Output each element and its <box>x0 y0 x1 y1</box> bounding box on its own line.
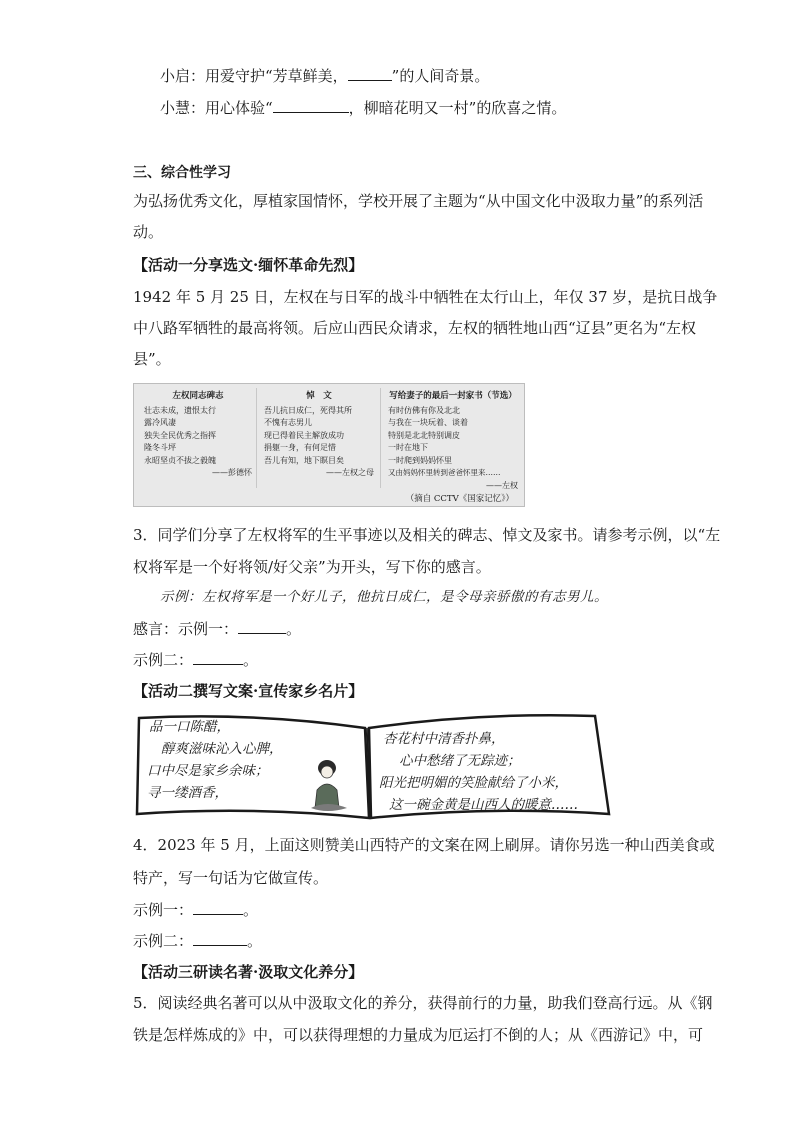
q3-answer-2-period: 。 <box>243 651 259 669</box>
xiaohui-blank[interactable] <box>273 98 349 113</box>
activity2-title: 【活动二撰写文案·宣传家乡名片】 <box>133 682 364 700</box>
memorial-divider <box>256 388 257 488</box>
letter-line: 一时在地下 <box>388 443 428 452</box>
q4-answer-1 <box>133 900 258 920</box>
memorial-divider <box>380 388 381 488</box>
stele-line: 露冷风凄 <box>144 418 176 427</box>
q4-answer-1-label: 示例一： <box>133 901 194 919</box>
book-left-line: 品一口陈醋， <box>149 719 230 735</box>
book-right-line: 心中愁绪了无踪迹； <box>399 753 521 769</box>
q3-answer-1-blank[interactable] <box>238 619 286 634</box>
book-left-line: 寻一缕酒香， <box>147 785 228 801</box>
q5-line-2: 铁是怎样炼成的》中，可以获得理想的力量成为厄运打不倒的人；从《西游记》中，可 <box>133 1026 704 1044</box>
eulogy-title: 悼 文 <box>306 391 332 401</box>
q4-answer-2-period: 。 <box>247 932 263 950</box>
book-left-line: 醇爽滋味沁入心脾， <box>161 741 283 757</box>
book-left-line: 口中尽是家乡余味； <box>147 763 269 779</box>
q3-answer-2-blank[interactable] <box>193 650 243 665</box>
q4-line-2: 特产，写一句话为它做宣传。 <box>133 869 329 887</box>
memorial-col-letter <box>388 390 518 490</box>
q3-example: 示例：左权将军是一个好儿子，他抗日成仁，是令母亲骄傲的有志男儿。 <box>160 589 608 605</box>
eulogy-line: 吾儿有知，地下瞑目矣 <box>264 455 344 465</box>
letter-line: 与我在一块玩着、谈着 <box>388 418 468 427</box>
intro-line-1: 为弘扬优秀文化，厚植家国情怀，学校开展了主题为“从中国文化中汲取力量”的系列活 <box>133 192 704 210</box>
letter-line: 又由妈妈怀里转到爸爸怀里来…… <box>388 468 501 477</box>
q3-line-1: 3．同学们分享了左权将军的生平事迹以及相关的碑志、悼文及家书。请参考示例，以“左 <box>133 526 721 544</box>
stele-signature: ——彭德怀 <box>212 468 252 477</box>
letter-title: 写给妻子的最后一封家书（节选） <box>389 391 517 401</box>
xiaohui-line <box>160 98 566 118</box>
letter-signature: ——左权 <box>486 480 518 490</box>
q3-answer-1-label: 感言：示例一： <box>133 620 239 638</box>
memorial-image <box>133 383 525 507</box>
stele-line: 永昭坚贞不拔之毅魄 <box>144 455 216 465</box>
xiaohui-prefix: 小慧：用心体验“ <box>160 99 273 117</box>
intro-line-2: 动。 <box>133 223 164 241</box>
eulogy-line: 捐躯一身，有何足惜 <box>264 443 336 452</box>
letter-line: 一时爬到妈妈怀里 <box>388 455 452 465</box>
memorial-source: （摘自 CCTV《国家记忆》） <box>405 494 514 504</box>
section-heading: 三、综合性学习 <box>133 165 231 181</box>
stele-line: 隆冬斗坪 <box>144 443 176 452</box>
activity1-para-line-2: 中八路军牺牲的最高将领。后应山西民众请求，左权的牺牲地山西“辽县”更名为“左权 <box>133 319 697 337</box>
stele-line: 壮志未成，遗恨太行 <box>144 405 216 415</box>
q4-line-1: 4．2023 年 5 月，上面这则赞美山西特产的文案在网上刷屏。请你另选一种山西美食或 <box>133 836 715 854</box>
xiaoqi-blank[interactable] <box>348 66 392 81</box>
q4-answer-2-label: 示例二： <box>133 932 194 950</box>
q4-answer-1-blank[interactable] <box>193 900 243 915</box>
xiaohui-suffix: ，柳暗花明又一村”的欣喜之情。 <box>348 99 567 117</box>
stele-title: 左权同志碑志 <box>172 391 224 401</box>
eulogy-signature: ——左权之母 <box>326 468 374 477</box>
eulogy-line: 现已得着民主解放成功 <box>264 430 344 440</box>
activity3-title: 【活动三研读名著·汲取文化养分】 <box>133 963 364 981</box>
q3-answer-1 <box>133 619 301 639</box>
activity1-para-line-1: 1942 年 5 月 25 日，左权在与日军的战斗中牺牲在太行山上，年仅 37 岁，是抗日战争 <box>133 288 718 306</box>
q5-line-1: 5．阅读经典名著可以从中汲取文化的养分，获得前行的力量，助我们登高行远。从《钢 <box>133 994 713 1012</box>
memorial-col-stele <box>144 390 252 490</box>
xiaoqi-line <box>160 66 489 86</box>
q4-answer-1-period: 。 <box>243 901 259 919</box>
letter-line: 特别是北北特别调皮 <box>388 430 460 440</box>
book-right-line: 杏花村中清香扑鼻， <box>383 731 505 747</box>
q4-answer-2 <box>133 931 262 951</box>
q3-answer-1-period: 。 <box>286 620 302 638</box>
q3-answer-2 <box>133 650 258 670</box>
q4-answer-2-blank[interactable] <box>193 931 247 946</box>
xiaoqi-suffix: ”的人间奇景。 <box>391 67 490 85</box>
book-illustration <box>133 710 613 822</box>
activity1-title: 【活动一分享选文·缅怀革命先烈】 <box>133 256 364 274</box>
eulogy-line: 吾儿抗日成仁，死得其所 <box>264 405 352 415</box>
q3-answer-2-label: 示例二： <box>133 651 194 669</box>
xiaoqi-prefix: 小启：用爱守护“芳草鲜美， <box>160 67 348 85</box>
book-right-line: 阳光把明媚的笑脸献给了小米， <box>379 775 568 791</box>
q3-line-2: 权将军是一个好将领/好父亲”为开头，写下你的感言。 <box>133 558 491 576</box>
letter-line: 有时仿佛有你及北北 <box>388 405 460 415</box>
memorial-col-eulogy <box>264 390 374 490</box>
stele-line: 独失全民优秀之指挥 <box>144 430 216 440</box>
activity1-para-line-3: 县”。 <box>133 350 171 368</box>
book-right-line: 这一碗金黄是山西人的暖意…… <box>389 797 578 813</box>
eulogy-line: 不愧有志男儿 <box>264 418 312 427</box>
